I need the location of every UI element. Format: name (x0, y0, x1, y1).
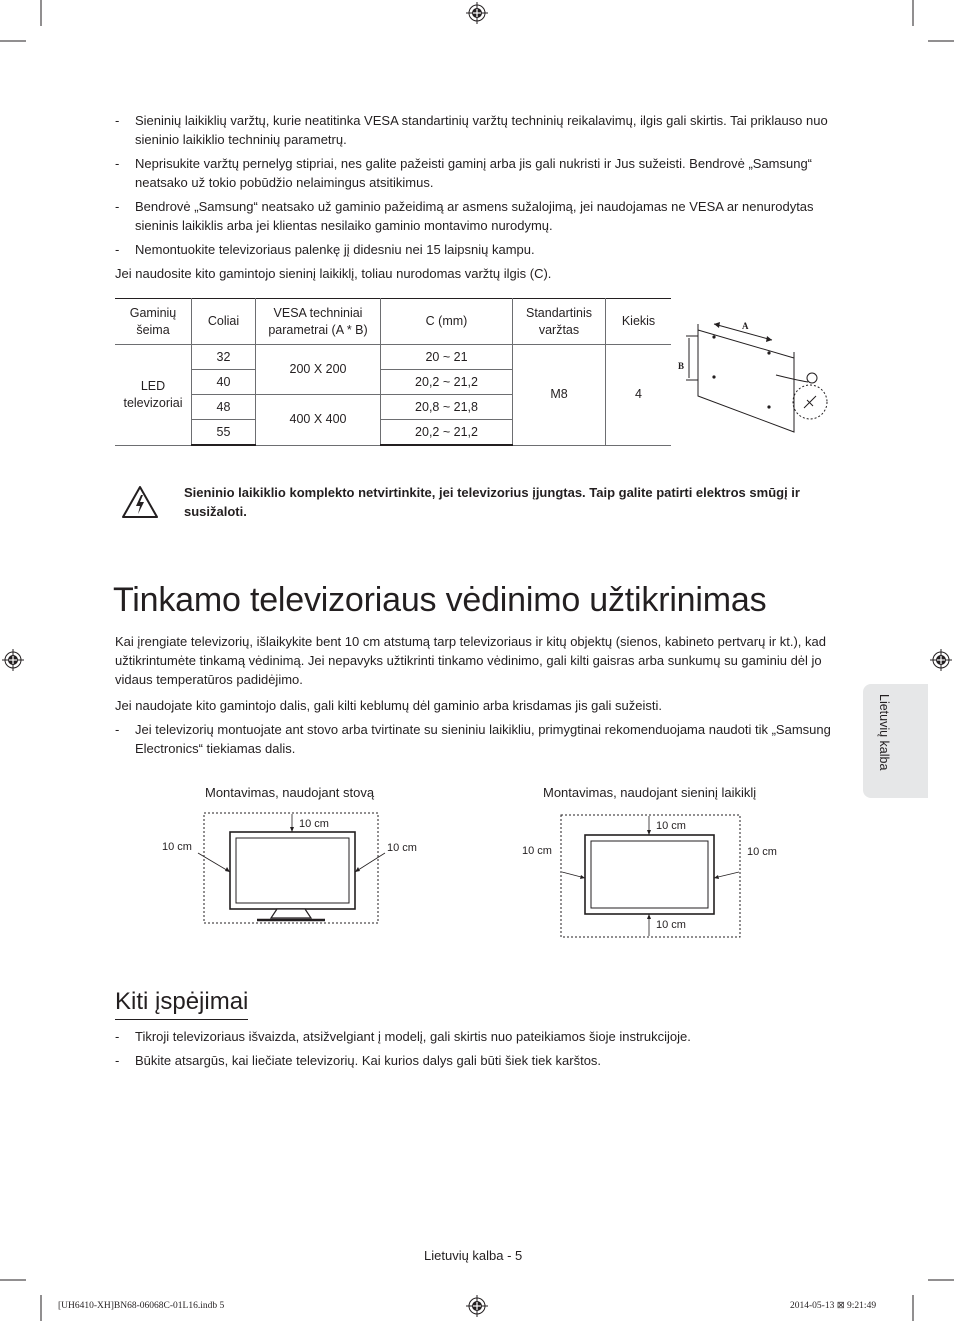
table-cell-quantity: 4 (606, 345, 672, 446)
bullet-text: Būkite atsargūs, kai liečiate televizorių. Kai kurios dalys gali būti šiek tiek karštos. (135, 1053, 602, 1068)
section-paragraph: Kai įrengiate televizorių, išlaikykite bent 10 cm atstumą tarp televizoriaus ir kitų objektų (sienos, kabineto pertvarų ir kt.), kad užtikrintumėte tinkamą vėdinimą. Jei nepavyks užtikrinti tinkamo vėdinimo, gali kilti gaisras arba sunkumų su gaminiu dėl jo vidaus temperatūros padidėjimo. (115, 634, 826, 687)
print-slug-left: [UH6410-XH]BN68-06068C-01L16.indb 5 (58, 1301, 225, 1311)
print-slug-right: 2014-05-13 ⊠ 9:21:49 (790, 1301, 877, 1311)
table-cell-family: LED televizoriai (115, 345, 192, 446)
bullet-text: Jei televizorių montuojate ant stovo arba tvirtinate su sieniniu laikikliu, primygtinai rekomenduojama naudoti tik „Samsung Electronics“ tiekiamas dalis. (135, 722, 831, 756)
bullet-text: Sieninių laikiklių varžtų, kurie neatitinka VESA standartinių varžtų techninių reikalavimų, ilgis gali skirtis. Tai priklauso nuo sieninio laikiklio techninių parametrų. (135, 113, 828, 147)
clearance-label-top: 10 cm (299, 818, 329, 830)
section-paragraph: Jei naudojate kito gamintojo dalis, gali kilti keblumų dėl gaminio arba krisdamas jis gali sužeisti. (115, 698, 662, 713)
table-cell-c: 20 ~ 21 (381, 345, 513, 370)
table-cell-inches: 40 (192, 370, 256, 395)
bullet-text: Nemontuokite televizoriaus palenkę jį didesniu nei 15 laipsnių kampu. (135, 242, 535, 257)
table-header-cell: Gaminių šeima (115, 299, 192, 345)
bullet-item (115, 240, 835, 259)
table-header-cell: Kiekis (606, 299, 672, 345)
clearance-label-left: 10 cm (522, 845, 552, 857)
tv-wall-clearance-diagram (555, 810, 745, 940)
table-cell-vesa: 200 X 200 (256, 345, 381, 395)
table-cell-inches: 55 (192, 420, 256, 446)
bullet-item (115, 1027, 835, 1046)
table-header-cell: Coliai (192, 299, 256, 345)
diagram-stand-title: Montavimas, naudojant stovą (205, 785, 375, 800)
bullet-item (115, 154, 835, 192)
bullet-text: Tikroji televizoriaus išvaizda, atsižvelgiant į modelį, gali skirtis nuo pateikiamos šioje instrukcijoje. (135, 1029, 691, 1044)
bullet-dash: - (115, 1029, 120, 1044)
bullet-item (115, 197, 835, 235)
intro-line: Jei naudosite kito gamintojo sieninį laikiklį, toliau nurodomas varžtų ilgis (C). (115, 266, 552, 281)
table-header-cell: C (mm) (381, 299, 513, 345)
table-header-cell: VESA techniniai parametrai (A * B) (256, 299, 381, 345)
table-cell-c: 20,2 ~ 21,2 (381, 370, 513, 395)
table-header-row (115, 299, 671, 345)
diagram-wall-title: Montavimas, naudojant sieninį laikiklį (543, 785, 757, 800)
bullet-text: Neprisukite varžtų pernelyg stipriai, nes galite pažeisti gaminį arba jis gali nukristi ir Jus sužeisti. Bendrovė „Samsung“ neatsako už tokio pobūdžio nelaimingus atsitikimus. (135, 156, 813, 190)
table-cell-inches: 48 (192, 395, 256, 420)
table-cell-c: 20,8 ~ 21,8 (381, 395, 513, 420)
table-cell-screw: M8 (513, 345, 606, 446)
table-row (115, 345, 671, 370)
dimension-label-b: B (678, 361, 685, 371)
bullet-item (115, 1051, 835, 1070)
bullet-dash: - (115, 156, 120, 171)
table-cell-c: 20,2 ~ 21,2 (381, 420, 513, 446)
bullet-dash: - (115, 113, 120, 128)
warning-text: Sieninio laikiklio komplekto netvirtinkite, jei televizorius įjungtas. Taip galite patirti elektros smūgį ir susižaloti. (184, 485, 800, 519)
table-cell-vesa: 400 X 400 (256, 395, 381, 446)
language-side-tab (863, 684, 928, 798)
bullet-item (115, 111, 835, 149)
wall-mount-figure (676, 310, 836, 435)
clearance-label-right: 10 cm (387, 842, 417, 854)
bullet-dash: - (115, 1053, 120, 1068)
table-header-cell: Standartinis varžtas (513, 299, 606, 345)
clearance-label-bottom: 10 cm (656, 919, 686, 931)
tv-stand-clearance-diagram (195, 810, 395, 930)
table-cell-inches: 32 (192, 345, 256, 370)
bullet-dash: - (115, 199, 120, 214)
electric-shock-warning-icon (121, 485, 159, 519)
screw-spec-table (115, 298, 671, 446)
subsection-title: Kiti įspėjimai (115, 985, 248, 1020)
bullet-item (115, 720, 835, 758)
language-side-tab-label: Lietuvių kalba (877, 694, 891, 771)
bullet-dash: - (115, 722, 120, 737)
section-title: Tinkamo televizoriaus vėdinimo užtikrinimas (113, 581, 767, 619)
clearance-label-top: 10 cm (656, 820, 686, 832)
clearance-label-left: 10 cm (162, 841, 192, 853)
bullet-text: Bendrovė „Samsung“ neatsako už gaminio pažeidimą ar asmens sužalojimą, jei naudojamas ne VESA ar nenurodytas sieninis laikiklis arba jei klientas nesilaiko gaminio montavimo nurodymų. (135, 199, 814, 233)
page-number: Lietuvių kalba - 5 (424, 1248, 523, 1263)
bullet-dash: - (115, 242, 120, 257)
dimension-label-a: A (742, 321, 749, 331)
clearance-label-right: 10 cm (747, 846, 777, 858)
